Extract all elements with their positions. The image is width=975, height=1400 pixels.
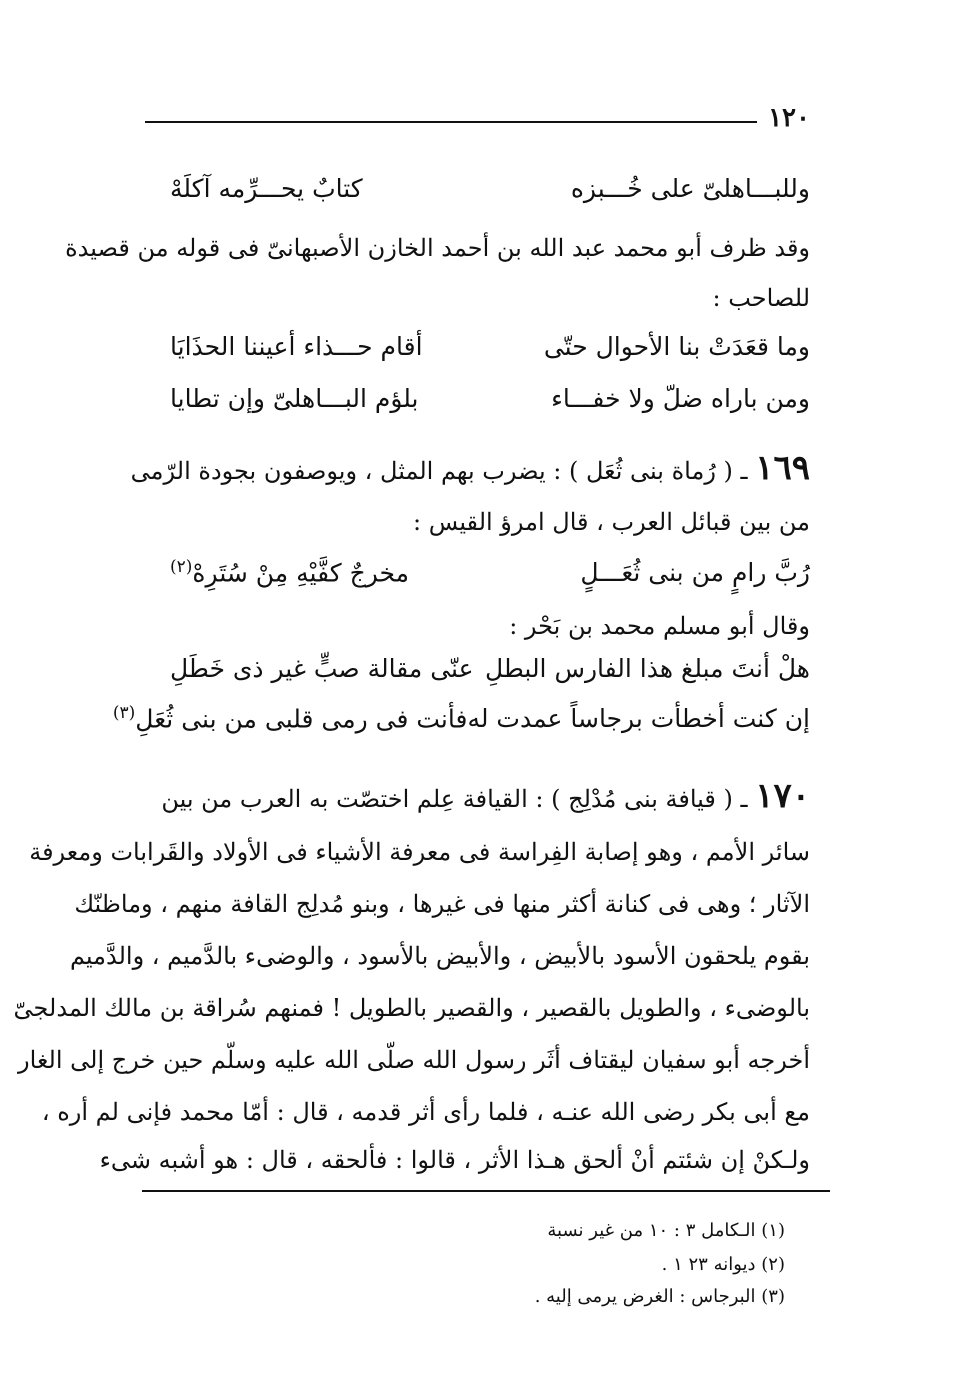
hemistich-left: كتابٌ يحـــرِّمه آكلَهْ bbox=[170, 173, 363, 203]
footnote-2: (٢) ديوانه ٢٣ ١ . bbox=[661, 1254, 785, 1275]
entry-number: ١٧٠ bbox=[755, 776, 810, 816]
prose-line: ولـكنْ إن شئتم أنْ ألحق هـذا الأثر ، قالوا : فألحقه ، قال : هو أشبه شىء bbox=[99, 1146, 810, 1174]
hemistich-text: مخرجٌ كفَّيْهِ مِنْ سُتَرِهْ bbox=[192, 558, 410, 588]
footnote-1: (١) الـكامل ٣ : ١٠ من غير نسبة bbox=[547, 1220, 785, 1241]
verse-line-6 bbox=[112, 696, 810, 740]
hemistich-right: ومن باراه ضلّ ولا خفـــاء bbox=[551, 383, 810, 413]
page-number: ١٢٠ bbox=[768, 103, 810, 133]
entry-number: ١٦٩ bbox=[755, 448, 810, 488]
prose-line: بقوم يلحقون الأسود بالأبيض ، والأبيض بالأسود ، والوضىء بالدَّميم ، والدَّميم bbox=[69, 942, 810, 970]
prose-line: بالوضىء ، والطويل بالقصير ، والقصير بالطويل ! فمنهم سُراقة بن مالك المدلجىّ bbox=[13, 994, 810, 1022]
prose-line: أخرجه أبو سفيان ليقتاف أثَر رسول الله صلّى الله عليه وسلّم حين خرج إلى الغار bbox=[18, 1046, 810, 1074]
entry-169-heading bbox=[130, 446, 810, 493]
verse-line-2 bbox=[170, 324, 810, 368]
hemistich-right: رُبَّ رامٍ من بنى ثُعَـــلٍ bbox=[580, 557, 810, 587]
hemistich-left: عنّى مقالة صبٍّ غير ذى خَطَلِ bbox=[170, 653, 474, 683]
header-rule bbox=[145, 121, 757, 123]
prose-line: الآثار ؛ وهى فى كنانة أكثر منها فى غيرها ، وبنو مُدلِج القافة منهم ، وماظنّك bbox=[74, 890, 810, 918]
prose-line: للصاحب : bbox=[712, 284, 810, 312]
verse-line-1 bbox=[170, 166, 810, 210]
hemistich-right: هلْ أنتَ مبلغ هذا الفارس البطلِ bbox=[484, 653, 810, 683]
entry-text: ـ ( قيافة بنى مُدْلِج ) : القيافة عِلم اختصّت به العرب من بين bbox=[161, 785, 748, 813]
prose-line: سائر الأمم ، وهو إصابة الفِراسة فى معرفة الأشياء فى الأولاد والقَرابات ومعرفة bbox=[29, 838, 810, 866]
prose-line: من بين قبائل العرب ، قال امرؤ القيس : bbox=[413, 508, 810, 536]
hemistich-left bbox=[170, 557, 409, 587]
verse-line-4 bbox=[170, 550, 810, 594]
footnote-3: (٣) البرجاس : الغرض يرمى إليه . bbox=[534, 1286, 785, 1307]
hemistich-left: أقام حـــذاء أعيننا الحذَايَا bbox=[170, 331, 423, 361]
verse-line-5 bbox=[170, 646, 810, 690]
hemistich-text: فأنت فى رمى قلبى من بنى ثُعَلِ bbox=[135, 704, 468, 734]
prose-line: مع أبى بكر رضى الله عنـه ، فلما رأى أثر قدمه ، قال : أمّا محمد فإنى لم أره ، bbox=[41, 1098, 810, 1126]
entry-text: ـ ( رُماة بنى ثُعَل ) : يضرب بهم المثل ، ويوصفون بجودة الرّمى bbox=[130, 457, 748, 485]
hemistich-left bbox=[113, 703, 468, 733]
prose-line: وقد ظرف أبو محمد عبد الله بن أحمد الخازن الأصبهانىّ فى قوله من قصيدة bbox=[65, 234, 810, 262]
footnote-rule bbox=[142, 1190, 830, 1192]
hemistich-right: إن كنت أخطأت برجاساً عمدت له bbox=[467, 703, 810, 733]
footnote-marker: (٢) bbox=[170, 556, 193, 577]
hemistich-right: وللبـــاهلىّ على خُـــبزه bbox=[570, 173, 810, 203]
verse-line-3 bbox=[170, 376, 810, 420]
prose-line: وقال أبو مسلم محمد بن بَحْر : bbox=[509, 612, 810, 640]
entry-170-heading bbox=[160, 774, 810, 821]
hemistich-right: وما قعَدَتْ بنا الأحوال حتّى bbox=[543, 331, 810, 361]
hemistich-left: بلؤم البـــاهلىّ وإن تطايا bbox=[170, 383, 419, 413]
footnote-marker: (٣) bbox=[112, 702, 136, 723]
